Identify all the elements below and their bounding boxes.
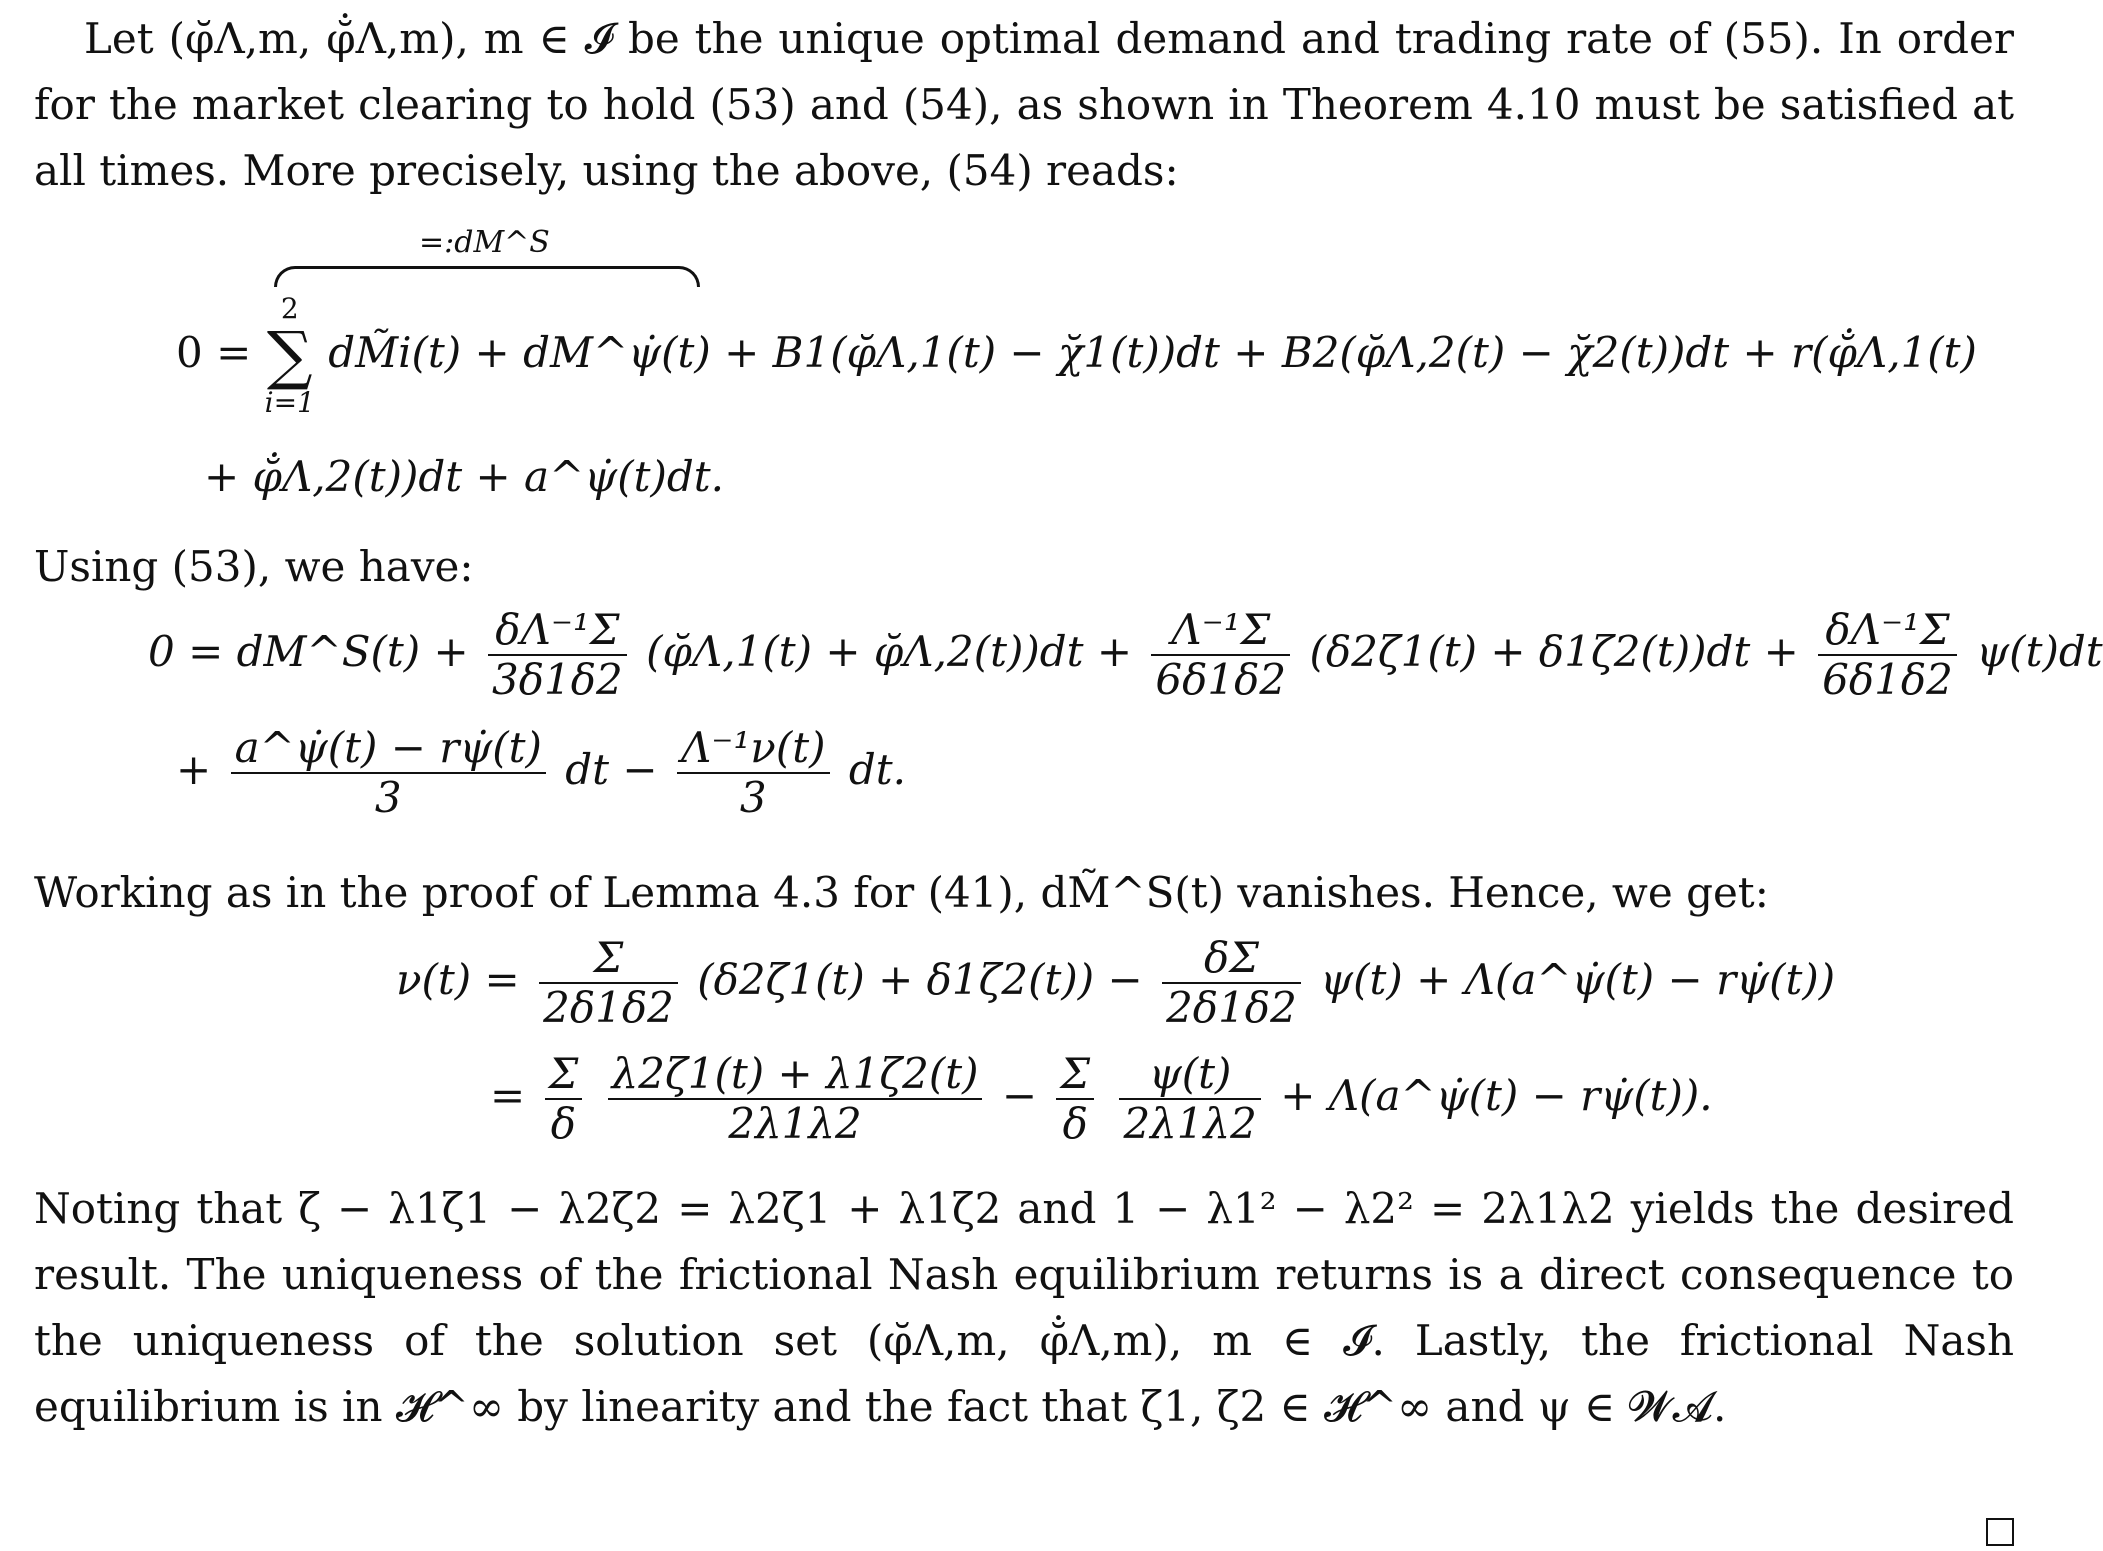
equation-market-clearing	[34, 204, 2014, 534]
eq3-lhs: ν(t) =	[396, 955, 520, 1004]
fraction	[231, 723, 546, 822]
fraction	[1151, 605, 1290, 704]
plus-sign: +	[176, 745, 212, 794]
sum-upper-limit: 2	[280, 292, 299, 325]
fraction	[539, 933, 678, 1032]
sum-sign: ∑	[266, 319, 313, 393]
eq1-line1	[176, 292, 1977, 420]
eq3-line1	[396, 933, 1836, 1032]
numerator: Σ	[539, 936, 678, 984]
numerator: δΛ⁻¹Σ	[488, 608, 627, 656]
overbrace	[274, 266, 700, 287]
denominator: 2λ1λ2	[728, 1099, 862, 1148]
equals-sign: =	[490, 1071, 526, 1120]
eq2-line1	[148, 605, 2103, 704]
overbrace-label: =:dM^S	[419, 225, 550, 260]
eq3-term: + Λ(a^ψ̇(t) − rψ̇(t)).	[1280, 1071, 1713, 1120]
numerator: Σ	[545, 1052, 583, 1100]
eq3-term: ψ(t) + Λ(a^ψ̇(t) − rψ̇(t))	[1320, 955, 1836, 1004]
numerator: δΣ	[1162, 936, 1301, 984]
paper-page	[34, 6, 2103, 1546]
denominator: 3δ1δ2	[492, 655, 623, 704]
eq2-term: (φ̆Λ,1(t) + φ̆Λ,2(t))dt +	[646, 627, 1133, 676]
eq2-line2	[176, 723, 906, 822]
fraction	[1818, 605, 1957, 704]
denominator: 2δ1δ2	[1166, 983, 1297, 1032]
qed-square-icon	[1986, 1518, 2014, 1546]
fraction	[1119, 1049, 1260, 1148]
paragraph-working: Working as in the proof of Lemma 4.3 for (41), dM̃^S(t) vanishes. Hence, we get:	[34, 868, 1769, 917]
fraction	[1056, 1049, 1094, 1148]
paragraph-conclusion: Noting that ζ − λ1ζ1 − λ2ζ2 = λ2ζ1 + λ1ζ2 and 1 − λ1² − λ2² = 2λ1λ2 yields the desired result. The uniqueness of the frictional Nash equilibrium returns is a direct consequence to the uniqueness of the solution set (φ̆Λ,m, φ̆̇Λ,m), m ∈ 𝓘. Lastly, the frictional Nash equilibrium is in 𝓗^∞ by linearity and the fact that ζ1, ζ2 ∈ 𝓗^∞ and ψ ∈ 𝓦𝓐.	[34, 1184, 2014, 1431]
sum-lower-limit: i=1	[264, 386, 315, 419]
denominator: 3	[374, 773, 402, 822]
eq1-lhs: 0 =	[176, 328, 252, 377]
denominator: δ	[1062, 1099, 1088, 1148]
eq1-terms: dM̃i(t) + dM^ψ̇(t) + B1(φ̆Λ,1(t) − χ̆1(t))dt + B2(φ̆Λ,2(t) − χ̆2(t))dt + r(φ̆̇Λ,1(t)	[328, 328, 1977, 377]
numerator: Σ	[1056, 1052, 1094, 1100]
eq3-term: (δ2ζ1(t) + δ1ζ2(t)) −	[697, 955, 1143, 1004]
equation-clearing-expanded	[34, 600, 2103, 860]
fraction	[488, 605, 627, 704]
eq2-term: ψ(t)dt	[1976, 627, 2103, 676]
numerator: Λ⁻¹Σ	[1151, 608, 1290, 656]
numerator: a^ψ̇(t) − rψ̇(t)	[231, 726, 546, 774]
eq1-line2: + φ̆̇Λ,2(t))dt + a^ψ̇(t)dt.	[204, 452, 724, 501]
eq2-term: (δ2ζ1(t) + δ1ζ2(t))dt +	[1309, 627, 1799, 676]
equation-nu	[34, 926, 2014, 1176]
numerator: δΛ⁻¹Σ	[1818, 608, 1957, 656]
numerator: ψ(t)	[1119, 1052, 1260, 1100]
sum-operator	[265, 292, 315, 420]
denominator: δ	[550, 1099, 577, 1148]
minus-sign: −	[1001, 1071, 1038, 1120]
fraction	[677, 723, 830, 822]
fraction	[545, 1049, 583, 1148]
denominator: 6δ1δ2	[1822, 655, 1953, 704]
denominator: 2λ1λ2	[1123, 1099, 1257, 1148]
eq2-lhs: 0 = dM^S(t) +	[148, 627, 469, 676]
paragraph-intro: Let (φ̆Λ,m, φ̆̇Λ,m), m ∈ 𝓘 be the unique optimal demand and trading rate of (55). In order for the market clearing to hold (53) and (54), as shown in Theorem 4.10 must be satisfied at all times. More precisely, using the above, (54) reads:	[34, 14, 2014, 195]
eq2-term: dt −	[565, 745, 658, 794]
paragraph-using-53: Using (53), we have:	[34, 542, 474, 591]
eq3-line2	[490, 1049, 1713, 1148]
denominator: 2δ1δ2	[543, 983, 674, 1032]
numerator: Λ⁻¹ν(t)	[677, 726, 830, 774]
denominator: 3	[739, 773, 767, 822]
numerator: λ2ζ1(t) + λ1ζ2(t)	[608, 1052, 983, 1100]
denominator: 6δ1δ2	[1155, 655, 1287, 704]
eq2-term: dt.	[848, 745, 906, 794]
fraction	[1162, 933, 1301, 1032]
fraction	[608, 1049, 983, 1148]
